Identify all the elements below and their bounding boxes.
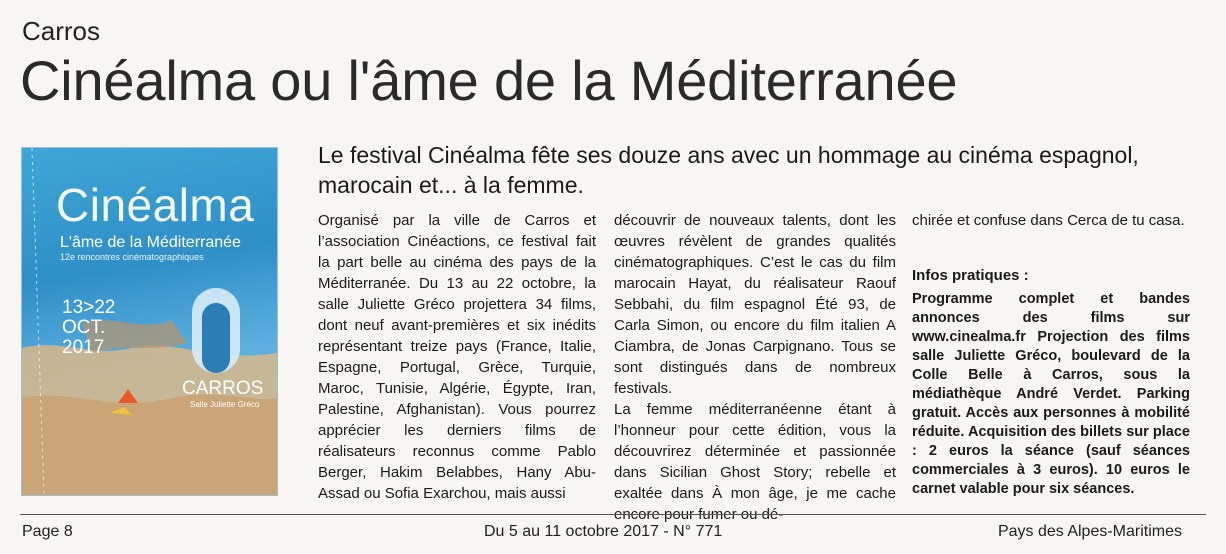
paragraph: Organisé par la ville de Carros et l’association Cinéactions, ce festival fait la part belle au cinéma des pays de la Méditerranée. Du 13 au 22 octobre, la salle Juliette Gréco projettera 34 films, dont neuf avant-premières et six inédits représentant treize pays (France, Italie, Espagne, Portugal, Grèce, Turquie, Maroc, Tunisie, Algérie, Égypte, Iran, Palestine, Afghanistan). Vous pourrez apprécier les derniers films de réalisateurs reconnus comme Pablo Berger, Hakim Belabbes, Hany Abu-Assad ou Sofia Exarchou, mais aussi	[318, 212, 596, 502]
article-column-3	[912, 210, 1190, 499]
poster-edition: 12e rencontres cinématographiques	[60, 252, 204, 262]
poster-venue: Salle Juliette Gréco	[190, 400, 260, 409]
article-column-1	[318, 210, 596, 504]
paragraph: découvrir de nouveaux talents, dont les œuvres révèlent de grandes qualités cinématographiques. C’est le cas du film marocain Hayat, du réalisateur Raouf Sebbahi, du film espagnol Été 93, de Carla Simon, ou encore du film italien A Ciambra, de Jonas Carpignano. Tous se sont distingués dans de nombreux festivals.	[614, 212, 896, 397]
poster-city: CARROS	[182, 378, 264, 399]
info-heading: Infos pratiques :	[912, 267, 1029, 284]
publication-name: Pays des Alpes-Maritimes	[997, 523, 1182, 540]
issue-date: Du 5 au 11 octobre 2017 - N° 771	[484, 523, 723, 540]
poster-title: Cinéalma	[56, 179, 255, 231]
article-column-2	[614, 210, 896, 525]
page-number: Page 8	[22, 523, 73, 540]
footer-divider	[20, 514, 1206, 515]
paragraph: La femme méditerranéenne étant à l’honneur pour cette édition, vous la découvrirez déterminée et passionnée dans Sicilian Ghost Story; rebelle et exaltée dans À mon âge, je me cache encore pour fumer ou dé-	[614, 401, 896, 523]
poster-subtitle: L'âme de la Méditerranée	[60, 234, 241, 251]
section-kicker: Carros	[22, 16, 101, 46]
festival-poster	[22, 148, 277, 495]
article-headline: Cinéalma ou l'âme de la Méditerranée	[20, 49, 958, 112]
paragraph: chirée et confuse dans Cerca de tu casa.	[912, 212, 1185, 229]
article-lede: Le festival Cinéalma fête ses douze ans avec un hommage au cinéma espagnol, marocain et... à la femme.	[318, 142, 1139, 198]
poster-dates: 13>22 OCT. 2017	[62, 297, 116, 358]
info-body: Programme complet et bandes annonces des films sur www.cinealma.fr Projection des films salle Juliette Gréco, boulevard de la Colle Belle à Carros, sous la médiathèque André Verdet. Parking gratuit. Accès aux personnes à mobilité réduite. Acquisition des billets sur place : 2 euros la séance (sauf séances commerciales à 3 euros). 10 euros le carnet valable pour six séances.	[912, 291, 1190, 497]
